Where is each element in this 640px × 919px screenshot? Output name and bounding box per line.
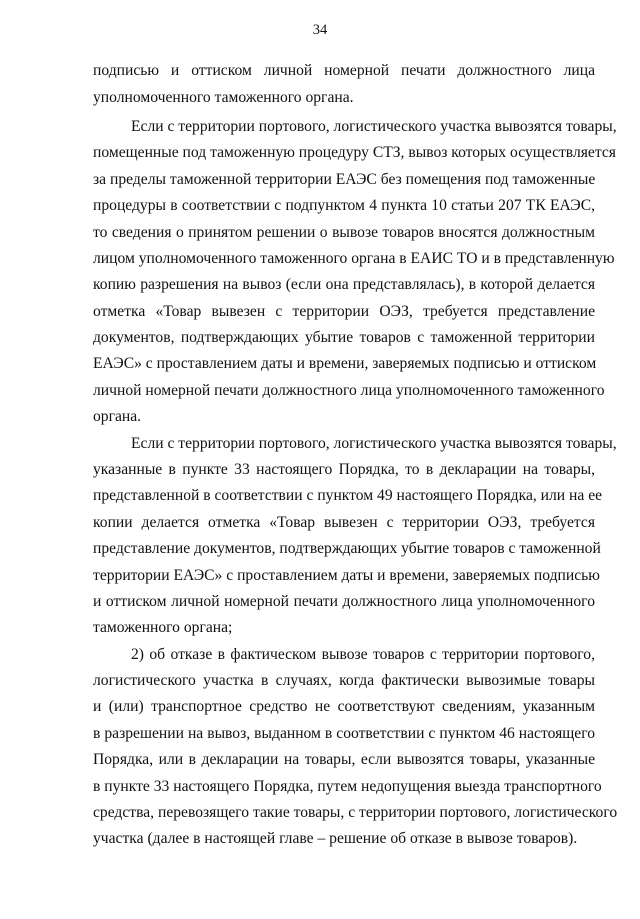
text-line: Если с территории портового, логистического участка вывозятся товары, xyxy=(131,118,617,135)
text-line: указанные в пункте 33 настоящего Порядка, то в декларации на товары, xyxy=(93,461,595,478)
text-line: копии делается отметка «Товар вывезен с территории ОЭЗ, требуется xyxy=(93,514,595,531)
page-number: 34 xyxy=(312,22,328,38)
text-line: Если с территории портового, логистического участка вывозятся товары, xyxy=(131,435,617,452)
text-line: средства, перевозящего такие товары, с территории портового, логистического xyxy=(93,804,618,821)
text-line: и оттиском личной номерной печати должностного лица уполномоченного xyxy=(93,593,595,610)
text-line: процедуры в соответствии с подпунктом 4 пункта 10 статьи 207 ТК ЕАЭС, xyxy=(93,197,595,214)
text-line: личной номерной печати должностного лица уполномоченного таможенного xyxy=(93,382,605,399)
text-line: ЕАЭС» с проставлением даты и времени, заверяемых подписью и оттиском xyxy=(93,355,597,372)
text-line: лицом уполномоченного таможенного органа в ЕАИС ТО и в представленную xyxy=(93,250,615,267)
text-line: то сведения о принятом решении о вывозе товаров вносятся должностным xyxy=(93,224,595,241)
text-line: органа. xyxy=(93,408,142,425)
text-line: логистического участка в случаях, когда фактически вывозимые товары xyxy=(93,672,595,689)
text-line: и (или) транспортное средство не соответствуют сведениям, указанным xyxy=(93,698,595,715)
text-line: участка (далее в настоящей главе – решение об отказе в вывозе товаров). xyxy=(93,830,578,847)
text-line: документов, подтверждающих убытие товаров с таможенной территории xyxy=(93,329,595,346)
text-line: в пункте 33 настоящего Порядка, путем недопущения выезда транспортного xyxy=(93,778,602,795)
text-line: копию разрешения на вывоз (если она представлялась), в которой делается xyxy=(93,276,595,293)
text-line: Порядка, или в декларации на товары, если вывозятся товары, указанные xyxy=(93,751,595,768)
text-line: в разрешении на вывоз, выданном в соответствии с пунктом 46 настоящего xyxy=(93,725,595,742)
text-line: уполномоченного таможенного органа. xyxy=(93,89,354,106)
text-line: территории ЕАЭС» с проставлением даты и времени, заверяемых подписью xyxy=(93,567,600,584)
text-line: помещенные под таможенную процедуру СТЗ, вывоз которых осуществляется xyxy=(93,144,616,161)
text-line: подписью и оттиском личной номерной печати должностного лица xyxy=(93,62,595,79)
text-line: за пределы таможенной территории ЕАЭС без помещения под таможенные xyxy=(93,171,596,188)
text-line: отметка «Товар вывезен с территории ОЭЗ, требуется представление xyxy=(93,303,595,320)
text-line: представленной в соответствии с пунктом 49 настоящего Порядка, или на ее xyxy=(93,487,603,504)
text-line: 2) об отказе в фактическом вывозе товаров с территории портового, xyxy=(131,646,595,663)
text-line: таможенного органа; xyxy=(93,619,233,636)
text-line: представление документов, подтверждающих убытие товаров с таможенной xyxy=(93,540,601,557)
